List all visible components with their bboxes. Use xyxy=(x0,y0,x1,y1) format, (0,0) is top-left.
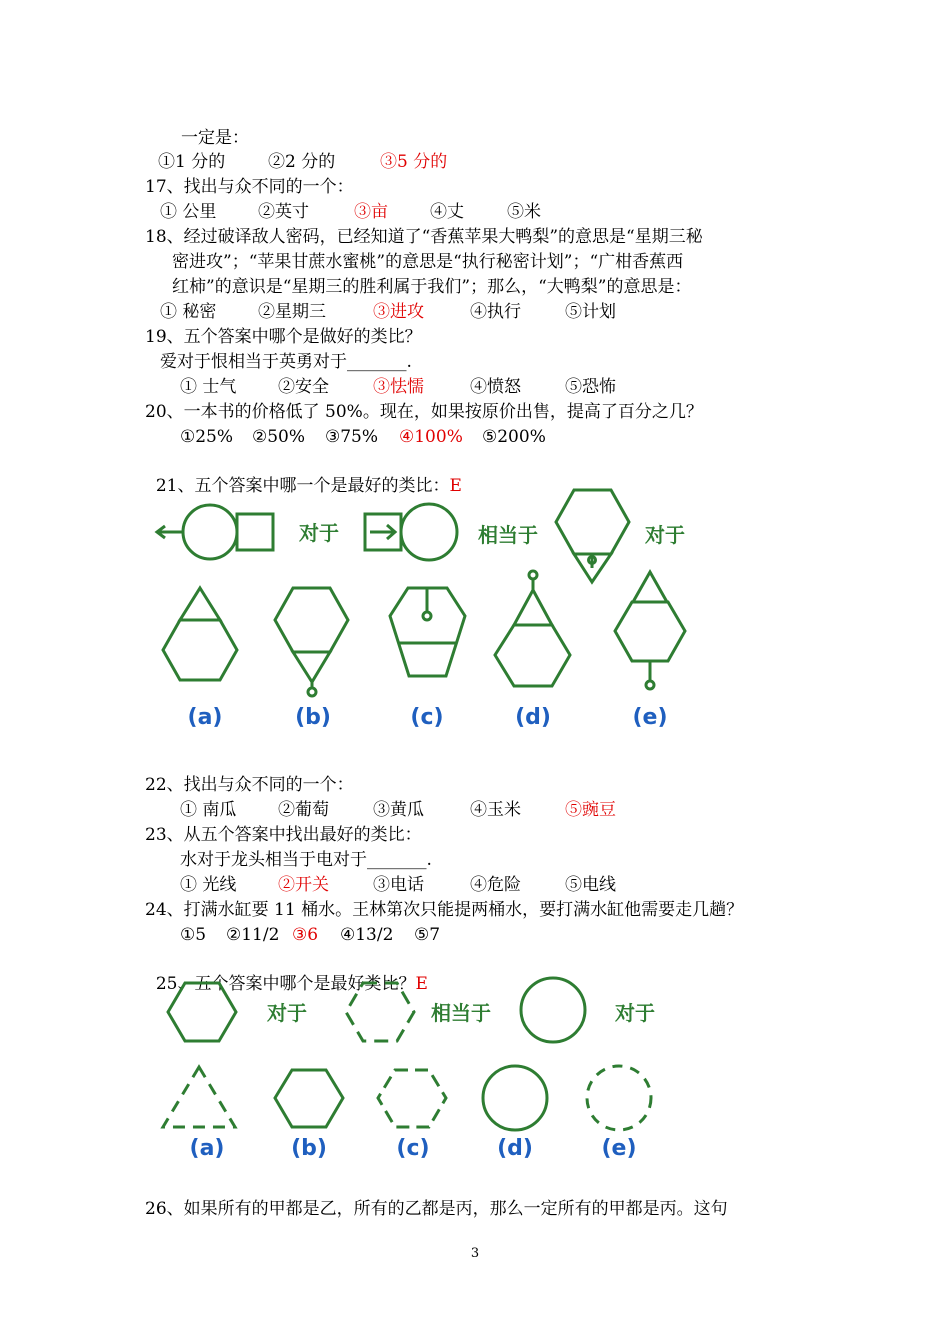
q17-stem: 17、找出与众不同的一个： xyxy=(145,177,354,197)
q18-option-2: ②星期三 xyxy=(258,302,326,322)
q19-stem: 19、五个答案中哪个是做好的类比？ xyxy=(145,327,422,347)
q21-choice-label-a: (a) xyxy=(187,705,223,730)
q25-option-e-shape xyxy=(587,1066,651,1130)
q25-choice-label-a: (a) xyxy=(189,1136,225,1161)
q20-stem: 20、一本书的价格低了 50%。现在，如果按原价出售，提高了百分之几？ xyxy=(145,402,703,422)
q23-stem: 23、从五个答案中找出最好的类比： xyxy=(145,825,422,845)
q25-label-to-2: 对于 xyxy=(615,1001,655,1025)
q25-premise-hexagon xyxy=(168,983,236,1041)
q19-option-1: ① 士气 xyxy=(180,377,237,397)
q21-label-to-2: 对于 xyxy=(645,523,685,547)
q21-answer: E xyxy=(449,476,462,496)
q24-option-2: ②11/2 xyxy=(226,925,280,945)
q20-option-4-answer: ④100% xyxy=(399,427,463,447)
q22-option-1: ① 南瓜 xyxy=(180,800,237,820)
q25-premise-circle xyxy=(521,978,585,1042)
q24-option-4: ④13/2 xyxy=(340,925,394,945)
q25-option-a-shape xyxy=(163,1067,235,1127)
q16-option-1: ①1 分的 xyxy=(158,152,226,172)
q24-stem: 24、打满水缸要 11 桶水。王林第次只能提两桶水，要打满水缸他需要走几趟？ xyxy=(145,900,744,920)
page-number: 3 xyxy=(470,1246,480,1261)
q23-option-5: ⑤电线 xyxy=(565,875,616,895)
q16-stem-cont: 一定是： xyxy=(181,128,249,148)
q18-stem-line-3: 红柿”的意识是“星期三的胜利属于我们”；那么，“大鸭梨”的意思是： xyxy=(172,277,692,297)
q21-stem-text: 21、五个答案中哪一个是最好的类比： xyxy=(155,476,450,496)
q18-option-3-answer: ③进攻 xyxy=(373,302,424,322)
q25-label-equiv: 相当于 xyxy=(431,1001,491,1025)
q23-option-3: ③电话 xyxy=(373,875,424,895)
q25-label-to-1: 对于 xyxy=(267,1001,307,1025)
q21-choice-label-d: (d) xyxy=(515,705,551,730)
q23-option-4: ④危险 xyxy=(470,875,521,895)
q25-option-c-shape xyxy=(378,1070,446,1127)
q22-option-3: ③黄瓜 xyxy=(373,800,424,820)
q20-option-3: ③75% xyxy=(325,427,379,447)
q21-choice-label-e: (e) xyxy=(632,705,668,730)
q18-option-1: ① 秘密 xyxy=(160,302,217,322)
q22-option-5-answer: ⑤豌豆 xyxy=(565,800,616,820)
q25-choice-label-c: (c) xyxy=(396,1136,430,1161)
q21-choice-label-c: (c) xyxy=(410,705,444,730)
q21-premise-2-shape xyxy=(365,504,457,560)
q16-option-2: ②2 分的 xyxy=(268,152,336,172)
q23-analogy: 水对于龙头相当于电对于_______. xyxy=(180,850,432,870)
q25-premise-dashed-hexagon xyxy=(346,983,414,1041)
q19-option-4: ④愤怒 xyxy=(470,377,521,397)
q17-option-4: ④丈 xyxy=(430,202,464,222)
q21-option-a-shape xyxy=(163,588,237,680)
q18-stem-line-2: 密进攻”；“苹果甘蔗水蜜桃”的意思是“执行秘密计划”；“广柑香蕉西 xyxy=(172,252,684,272)
q21-premise-3-shape xyxy=(556,490,629,582)
q19-option-5: ⑤恐怖 xyxy=(565,377,616,397)
q21-label-equiv: 相当于 xyxy=(478,523,538,547)
q24-option-3-answer: ③6 xyxy=(292,925,319,945)
q20-option-2: ②50% xyxy=(252,427,306,447)
q18-option-5: ⑤计划 xyxy=(565,302,616,322)
q19-analogy: 爱对于恨相当于英勇对于_______. xyxy=(160,352,412,372)
q19-option-3-answer: ③怯懦 xyxy=(373,377,424,397)
q24-option-5: ⑤7 xyxy=(414,925,441,945)
q25-option-b-shape xyxy=(275,1070,343,1127)
q25-answer: E xyxy=(415,974,428,994)
q26-stem: 26、如果所有的甲都是乙，所有的乙都是丙，那么一定所有的甲都是丙。这句 xyxy=(145,1199,728,1219)
q22-stem: 22、找出与众不同的一个： xyxy=(145,775,354,795)
q21-figure xyxy=(145,480,705,740)
q25-choice-label-e: (e) xyxy=(601,1136,637,1161)
q17-option-5: ⑤米 xyxy=(507,202,541,222)
q17-option-3-answer: ③亩 xyxy=(354,202,388,222)
q18-stem-line-1: 18、经过破译敌人密码，已经知道了“香蕉苹果大鸭梨”的意思是“星期三秘 xyxy=(145,227,703,247)
q25-stem-text: 25、五个答案中哪个是最好类比？ xyxy=(155,974,416,994)
q21-premise-1-shape xyxy=(157,505,273,559)
q22-option-4: ④玉米 xyxy=(470,800,521,820)
q23-option-1: ① 光线 xyxy=(180,875,237,895)
q21-option-e-shape xyxy=(615,572,685,689)
q20-option-5: ⑤200% xyxy=(482,427,546,447)
q25-choice-label-d: (d) xyxy=(497,1136,533,1161)
q21-option-d-shape xyxy=(495,571,570,686)
q18-option-4: ④执行 xyxy=(470,302,521,322)
q16-option-3-answer: ③5 分的 xyxy=(380,152,448,172)
q23-option-2-answer: ②开关 xyxy=(278,875,329,895)
q24-option-1: ①5 xyxy=(180,925,207,945)
q21-option-b-shape xyxy=(275,588,348,696)
q25-choice-label-b: (b) xyxy=(291,1136,327,1161)
q21-choice-label-b: (b) xyxy=(295,705,331,730)
q21-option-c-shape xyxy=(390,588,465,676)
q25-figure xyxy=(145,975,705,1175)
q17-option-1: ① 公里 xyxy=(160,202,217,222)
q19-option-2: ②安全 xyxy=(278,377,329,397)
q21-label-to-1: 对于 xyxy=(299,521,339,545)
q17-option-2: ②英寸 xyxy=(258,202,309,222)
q20-option-1: ①25% xyxy=(180,427,234,447)
q22-option-2: ②葡萄 xyxy=(278,800,329,820)
q25-option-d-shape xyxy=(483,1066,547,1130)
